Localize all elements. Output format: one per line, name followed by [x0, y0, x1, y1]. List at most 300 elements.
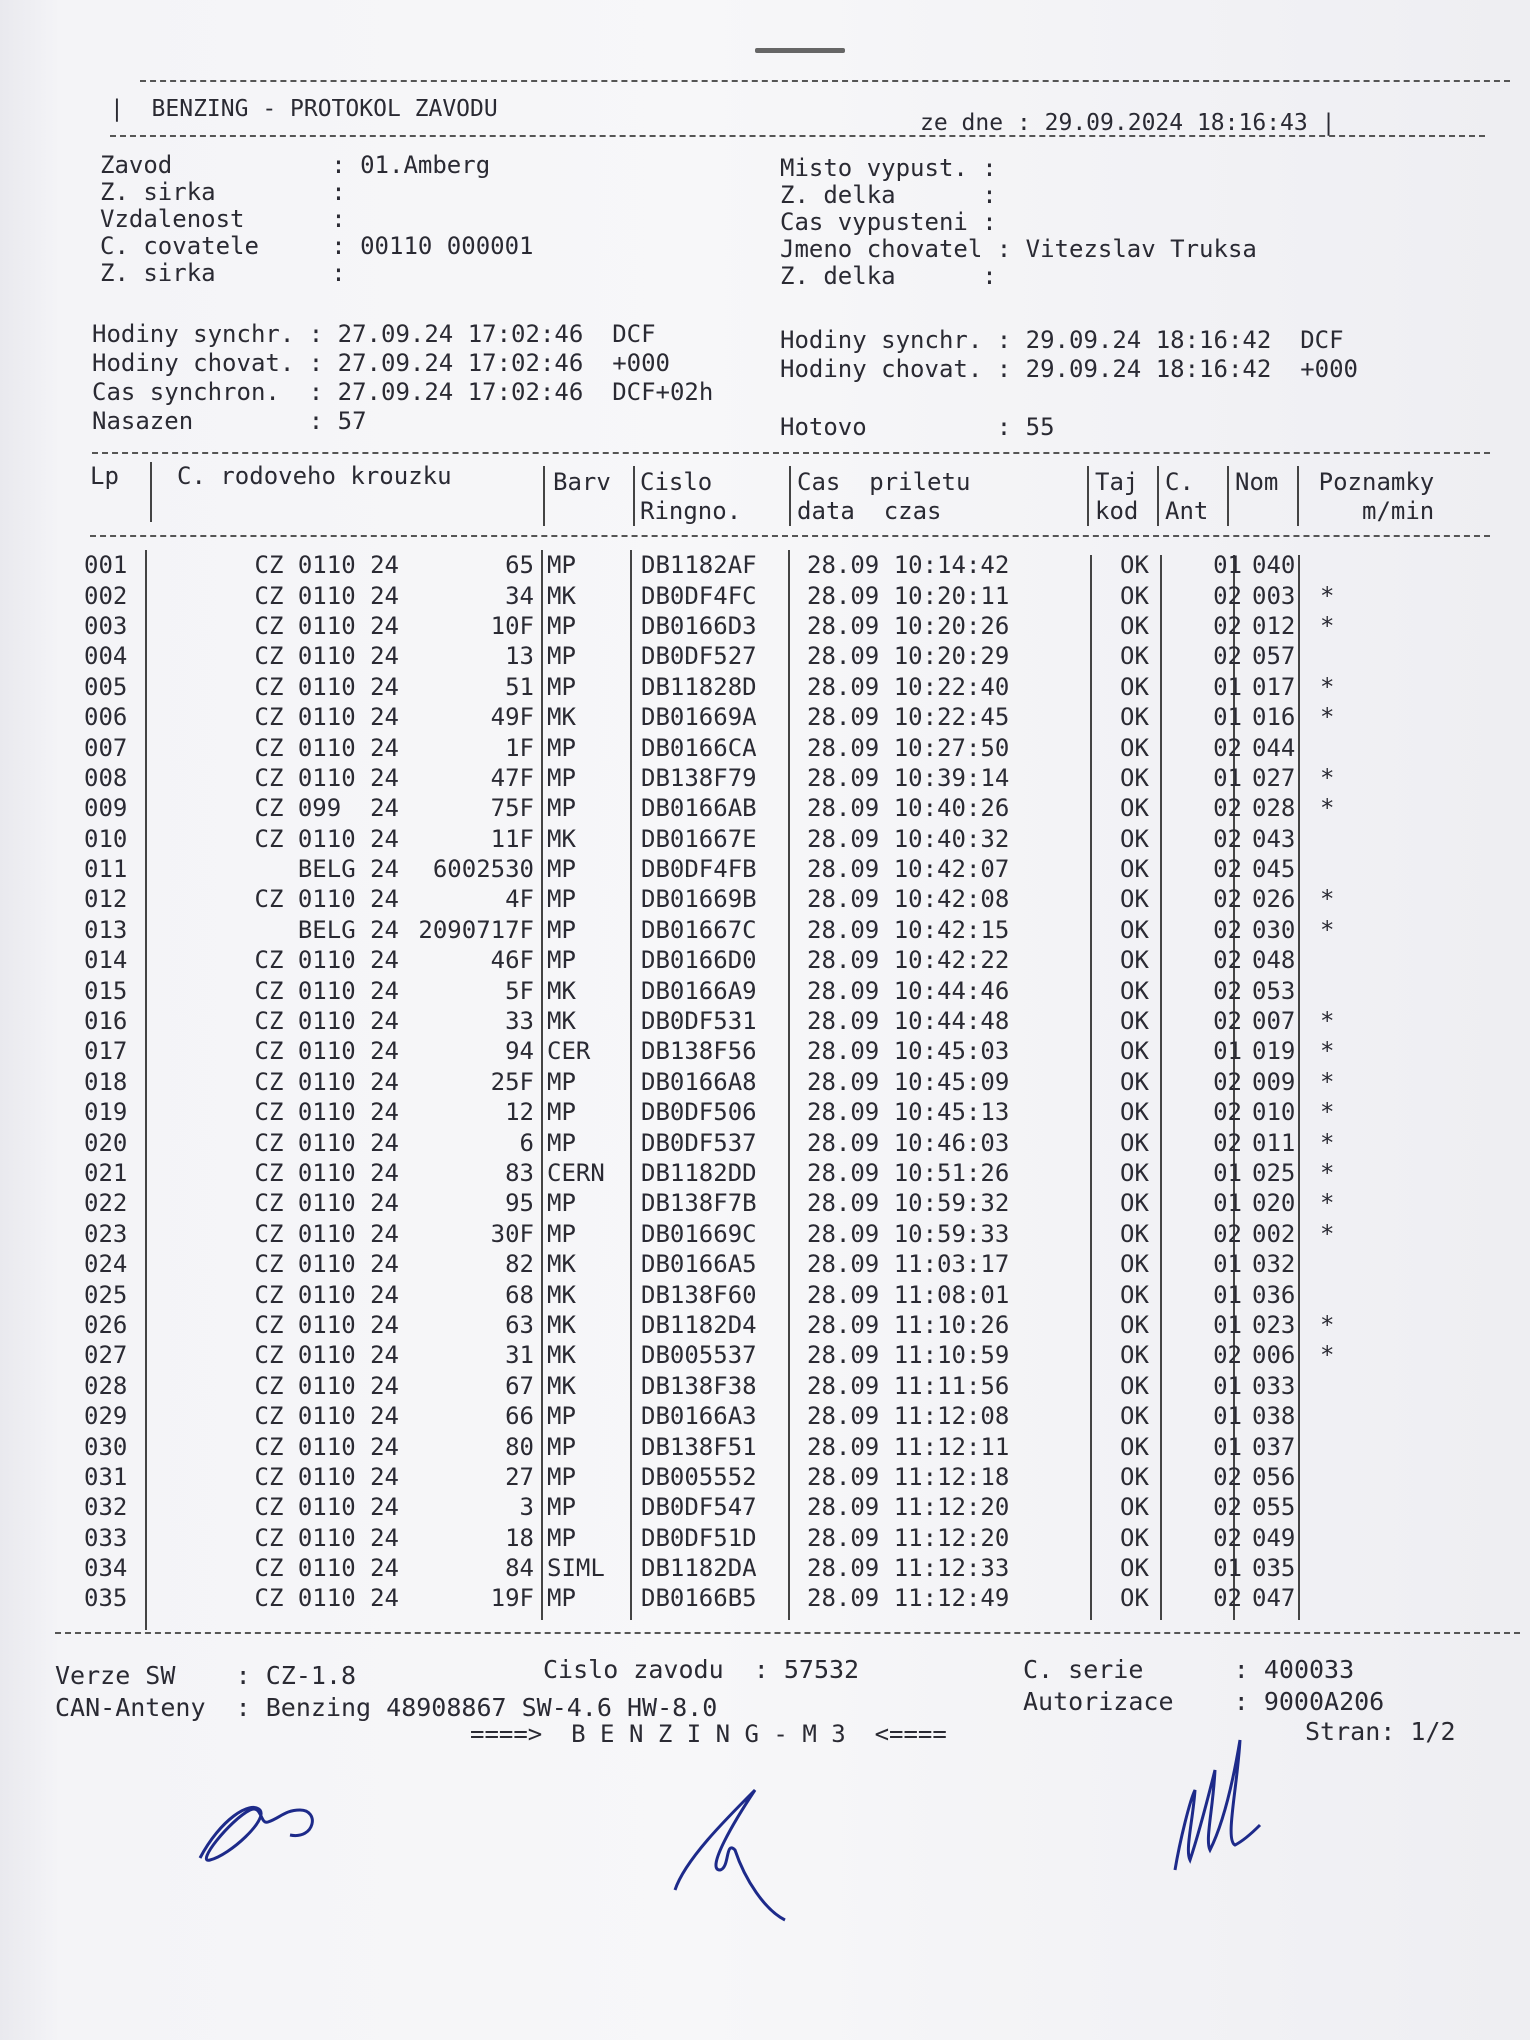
info-value: 55 — [1025, 413, 1055, 441]
arrival-cell: 28.09 10:59:33 — [807, 1219, 1010, 1248]
color-cell: MK — [547, 1341, 576, 1370]
arrival-cell: 28.09 10:20:29 — [807, 642, 1010, 671]
ring-cell — [194, 641, 539, 671]
col-ring: C. rodoveho krouzku — [177, 462, 452, 490]
note-cell — [1312, 1462, 1360, 1492]
ring-number: 25F — [490, 1067, 534, 1096]
ring-number: 95 — [505, 1189, 534, 1218]
separator: : — [215, 178, 361, 206]
ring-number: 66 — [505, 1402, 534, 1431]
protocol-sheet — [55, 0, 1505, 2040]
color-cell: MP — [547, 672, 576, 701]
arrival-cell: 28.09 10:45:03 — [807, 1037, 1010, 1066]
ring-cell — [194, 1219, 539, 1249]
info-label: Cas vypusteni — [780, 208, 968, 236]
separator: : — [193, 407, 338, 435]
antenna-cell: 02 — [1213, 915, 1242, 944]
arrival-cell: 28.09 11:08:01 — [807, 1280, 1010, 1309]
ringno-cell: DB0166B5 — [641, 1584, 757, 1613]
info-value: 00110 000001 — [360, 232, 534, 260]
page-count: Stran: 1/2 — [1305, 1717, 1456, 1746]
info-suffix: DCF — [612, 320, 656, 348]
antenna-cell: 01 — [1213, 763, 1242, 792]
info-row — [780, 155, 1257, 182]
color-cell: MP — [547, 611, 576, 640]
nom-cell: 049 — [1252, 1523, 1296, 1552]
antenna-cell: 01 — [1213, 1402, 1242, 1431]
antenna-cell: 02 — [1213, 1462, 1242, 1491]
arrival-cell: 28.09 10:27:50 — [807, 733, 1010, 762]
color-cell: CERN — [547, 1159, 605, 1187]
separator: : — [244, 205, 361, 233]
antenna-cell: 02 — [1213, 1098, 1242, 1127]
clock-right — [780, 326, 1358, 442]
ring-cell — [194, 763, 539, 793]
color-cell: MK — [547, 581, 576, 610]
note-cell: * — [1320, 611, 1335, 640]
code-cell: OK — [1120, 733, 1149, 762]
ringno-cell: DB1182D4 — [641, 1310, 757, 1339]
arrival-cell: 28.09 10:45:09 — [807, 1067, 1010, 1096]
table-row — [84, 1097, 1360, 1127]
ring-prefix: CZ 0110 24 — [254, 1523, 399, 1552]
ring-cell — [194, 1158, 539, 1188]
ringno-cell: DB01669B — [641, 885, 757, 914]
nom-cell: 019 — [1252, 1037, 1296, 1066]
antenna-cell: 02 — [1213, 1067, 1242, 1096]
ring-prefix: CZ 0110 24 — [254, 1189, 399, 1218]
note-cell — [1312, 945, 1360, 975]
nom-cell: 010 — [1252, 1098, 1296, 1127]
ring-prefix: CZ 099 24 — [254, 794, 399, 823]
table-row — [84, 1371, 1360, 1401]
note-cell — [1312, 975, 1360, 1005]
rule — [543, 466, 545, 526]
code-cell: OK — [1120, 1128, 1149, 1157]
ring-number: 6002530 — [432, 855, 534, 884]
divider — [92, 452, 1490, 454]
nom-cell: 002 — [1252, 1219, 1296, 1248]
ringno-cell: DB1182DA — [641, 1554, 757, 1583]
antenna-cell: 02 — [1213, 642, 1242, 671]
ring-cell — [194, 1371, 539, 1401]
color-cell: MP — [547, 1098, 576, 1127]
ringno-cell: DB0DF547 — [641, 1493, 757, 1522]
ring-prefix: CZ 0110 24 — [254, 1037, 399, 1066]
color-cell: MP — [547, 1189, 576, 1218]
lp-cell: 023 — [84, 1219, 128, 1248]
antenna-cell: 02 — [1213, 1219, 1242, 1248]
antenna-cell: 01 — [1213, 1250, 1242, 1279]
signature-2 — [665, 1780, 815, 1930]
arrival-cell: 28.09 10:42:15 — [807, 915, 1010, 944]
table-row — [84, 1553, 1360, 1583]
lp-cell: 035 — [84, 1584, 128, 1613]
code-cell: OK — [1120, 1402, 1149, 1431]
ring-cell — [194, 672, 539, 702]
info-row — [780, 209, 1257, 236]
table-row — [84, 1249, 1360, 1279]
ring-prefix: CZ 0110 24 — [254, 733, 399, 762]
signature-1 — [190, 1780, 350, 1880]
note-cell — [1312, 1492, 1360, 1522]
ringno-cell: DB0166A3 — [641, 1402, 757, 1431]
table-row — [84, 580, 1360, 610]
ring-prefix: CZ 0110 24 — [254, 551, 399, 580]
info-label: Hodiny synchr. — [92, 320, 295, 348]
info-label: Hodiny chovat. — [780, 355, 983, 383]
col-ant: C. Ant — [1165, 468, 1209, 525]
info-label: Hodiny chovat. — [92, 349, 295, 377]
code-cell: OK — [1120, 885, 1149, 914]
antenna-cell: 01 — [1213, 1554, 1242, 1583]
ringno-cell: DB0166D3 — [641, 611, 757, 640]
color-cell: MP — [547, 1219, 576, 1248]
antenna-cell: 01 — [1213, 551, 1242, 580]
arrival-cell: 28.09 10:51:26 — [807, 1159, 1010, 1187]
ring-number: 33 — [505, 1007, 534, 1036]
separator: : — [294, 320, 338, 348]
color-cell: MP — [547, 642, 576, 671]
code-cell: OK — [1120, 611, 1149, 640]
ringno-cell: DB138F51 — [641, 1432, 757, 1461]
note-cell: * — [1320, 1037, 1335, 1066]
arrival-cell: 28.09 11:12:20 — [807, 1493, 1010, 1522]
ring-prefix: CZ 0110 24 — [254, 824, 399, 853]
note-cell — [1312, 1279, 1360, 1309]
ring-prefix: CZ 0110 24 — [254, 1462, 399, 1491]
ring-cell — [194, 793, 539, 823]
info-label: Nasazen — [92, 407, 194, 435]
color-cell: MK — [547, 1250, 576, 1279]
antenna-cell: 02 — [1213, 946, 1242, 975]
nom-cell: 028 — [1252, 794, 1296, 823]
info-suffix: DCF+02h — [612, 378, 714, 406]
antenna-cell: 02 — [1213, 794, 1242, 823]
info-row — [92, 378, 713, 407]
ringno-cell: DB138F60 — [641, 1280, 757, 1309]
rule — [1297, 466, 1299, 526]
arrival-cell: 28.09 11:03:17 — [807, 1250, 1010, 1279]
divider — [90, 535, 1490, 537]
code-cell: OK — [1120, 915, 1149, 944]
title-text: BENZING - PROTOKOL ZAVODU — [151, 96, 498, 122]
nom-cell: 025 — [1252, 1159, 1296, 1187]
ring-number: 4F — [505, 885, 534, 914]
antenna-cell: 02 — [1213, 1341, 1242, 1370]
ring-number: 34 — [505, 581, 534, 610]
ringno-cell: DB0166AB — [641, 794, 757, 823]
ring-number: 82 — [505, 1250, 534, 1279]
table-row — [84, 1036, 1360, 1066]
info-row — [100, 206, 534, 233]
date-label: ze dne — [920, 110, 1004, 136]
arrival-cell: 28.09 11:10:26 — [807, 1310, 1010, 1339]
ring-cell — [194, 1340, 539, 1370]
antenna-cell: 02 — [1213, 855, 1242, 884]
separator: : — [967, 154, 1012, 182]
ring-cell — [194, 1583, 539, 1613]
table-row — [84, 702, 1360, 732]
info-label: Z. delka — [780, 181, 896, 209]
nom-cell: 038 — [1252, 1402, 1296, 1431]
lp-cell: 001 — [84, 551, 128, 580]
code-cell: OK — [1120, 1280, 1149, 1309]
lp-cell: 032 — [84, 1493, 128, 1522]
arrival-cell: 28.09 10:22:45 — [807, 703, 1010, 732]
rule — [633, 466, 635, 526]
ring-number: 75F — [490, 794, 534, 823]
note-cell: * — [1320, 1189, 1335, 1218]
ring-cell — [194, 1036, 539, 1066]
divider — [55, 1632, 1520, 1634]
lp-cell: 019 — [84, 1098, 128, 1127]
code-cell: OK — [1120, 824, 1149, 853]
ring-number: 47F — [490, 763, 534, 792]
color-cell: SIML — [547, 1554, 605, 1583]
table-row — [84, 854, 1360, 884]
ring-cell — [194, 580, 539, 610]
ringno-cell: DB0DF506 — [641, 1098, 757, 1127]
lp-cell: 002 — [84, 581, 128, 610]
arrival-cell: 28.09 10:42:22 — [807, 946, 1010, 975]
antenna-cell: 02 — [1213, 976, 1242, 1005]
antenna-cell: 01 — [1213, 1037, 1242, 1066]
ring-cell — [194, 824, 539, 854]
ring-prefix: CZ 0110 24 — [254, 1493, 399, 1522]
note-cell — [1312, 1371, 1360, 1401]
ringno-cell: DB005537 — [641, 1341, 757, 1370]
table-row — [84, 1583, 1360, 1613]
ring-number: 51 — [505, 672, 534, 701]
table-row — [84, 1340, 1360, 1370]
color-cell: MP — [547, 763, 576, 792]
nom-cell: 030 — [1252, 915, 1296, 944]
lp-cell: 009 — [84, 794, 128, 823]
ring-prefix: CZ 0110 24 — [254, 1584, 399, 1613]
ring-cell — [194, 1553, 539, 1583]
code-cell: OK — [1120, 1493, 1149, 1522]
ring-prefix: CZ 0110 24 — [254, 1067, 399, 1096]
color-cell: MK — [547, 1371, 576, 1400]
code-cell: OK — [1120, 672, 1149, 701]
ringno-cell: DB01667C — [641, 915, 757, 944]
ring-number: 31 — [505, 1341, 534, 1370]
table-row — [84, 672, 1360, 702]
info-row — [100, 179, 534, 206]
arrival-cell: 28.09 11:11:56 — [807, 1371, 1010, 1400]
lp-cell: 024 — [84, 1250, 128, 1279]
color-cell: MP — [547, 1523, 576, 1552]
nom-cell: 056 — [1252, 1462, 1296, 1491]
ring-prefix: BELG 24 — [297, 855, 399, 884]
ring-prefix: BELG 24 — [297, 915, 399, 944]
color-cell: MP — [547, 915, 576, 944]
color-cell: MK — [547, 824, 576, 853]
note-cell — [1312, 824, 1360, 854]
note-cell: * — [1320, 672, 1335, 701]
ringno-cell: DB0DF4FB — [641, 855, 757, 884]
ring-number: 11F — [490, 824, 534, 853]
separator: : — [895, 262, 1012, 290]
arrival-cell: 28.09 10:14:42 — [807, 551, 1010, 580]
info-label: Misto vypust. — [780, 154, 968, 182]
note-cell: * — [1320, 1067, 1335, 1096]
code-cell: OK — [1120, 794, 1149, 823]
arrival-cell: 28.09 11:12:08 — [807, 1402, 1010, 1431]
lp-cell: 030 — [84, 1432, 128, 1461]
table-row — [84, 793, 1360, 823]
divider — [110, 135, 1485, 137]
ring-prefix: CZ 0110 24 — [254, 1554, 399, 1583]
ring-prefix: CZ 0110 24 — [254, 1250, 399, 1279]
note-cell: * — [1320, 885, 1335, 914]
table-row — [84, 641, 1360, 671]
color-cell: MP — [547, 733, 576, 762]
info-suffix: DCF — [1300, 326, 1344, 354]
info-row — [100, 233, 534, 260]
antenna-cell: 02 — [1213, 733, 1242, 762]
arrival-cell: 28.09 11:12:33 — [807, 1554, 1010, 1583]
info-label: Zavod — [100, 151, 173, 179]
ring-number: 13 — [505, 642, 534, 671]
lp-cell: 011 — [84, 855, 128, 884]
ring-number: 30F — [490, 1219, 534, 1248]
ringno-cell: DB1182DD — [641, 1159, 757, 1187]
nom-cell: 003 — [1252, 581, 1296, 610]
table-row — [84, 763, 1360, 793]
nom-cell: 007 — [1252, 1007, 1296, 1036]
ringno-cell: DB01667E — [641, 824, 757, 853]
ring-cell — [194, 884, 539, 914]
ring-cell — [194, 975, 539, 1005]
antenna-cell: 02 — [1213, 611, 1242, 640]
arrival-cell: 28.09 10:20:26 — [807, 611, 1010, 640]
ringno-cell: DB01669A — [641, 703, 757, 732]
info-label: Jmeno chovatel — [780, 235, 983, 263]
table-row — [84, 1219, 1360, 1249]
color-cell: MP — [547, 551, 576, 580]
ring-cell — [194, 1067, 539, 1097]
info-row — [780, 355, 1358, 384]
note-cell: * — [1320, 1159, 1335, 1187]
ring-cell — [194, 1006, 539, 1036]
color-cell: MP — [547, 1067, 576, 1096]
arrival-cell: 28.09 11:12:49 — [807, 1584, 1010, 1613]
separator: : — [294, 349, 338, 377]
nom-cell: 033 — [1252, 1371, 1296, 1400]
nom-cell: 044 — [1252, 733, 1296, 762]
signature-3 — [1155, 1730, 1265, 1880]
ring-cell — [194, 1431, 539, 1461]
lp-cell: 015 — [84, 976, 128, 1005]
table-row — [84, 1279, 1360, 1309]
code-cell: OK — [1120, 1219, 1149, 1248]
nom-cell: 048 — [1252, 946, 1296, 975]
antenna-cell: 01 — [1213, 1371, 1242, 1400]
color-cell: MK — [547, 703, 576, 732]
antenna-cell: 02 — [1213, 1007, 1242, 1036]
note-cell: * — [1320, 1007, 1335, 1036]
ring-cell — [194, 1097, 539, 1127]
ringno-cell: DB0DF531 — [641, 1007, 757, 1036]
nom-cell: 020 — [1252, 1189, 1296, 1218]
ringno-cell: DB0DF527 — [641, 642, 757, 671]
color-cell: MK — [547, 1007, 576, 1036]
ringno-cell: DB0166A8 — [641, 1067, 757, 1096]
note-cell: * — [1320, 703, 1335, 732]
info-row — [780, 182, 1257, 209]
arrival-cell: 28.09 10:20:11 — [807, 581, 1010, 610]
info-value: 29.09.24 18:16:42 — [1025, 326, 1272, 354]
nom-cell: 053 — [1252, 976, 1296, 1005]
ring-cell — [194, 1523, 539, 1553]
antenna-cell: 02 — [1213, 1128, 1242, 1157]
info-value: 27.09.24 17:02:46 — [337, 320, 584, 348]
info-row — [780, 326, 1358, 355]
info-row — [100, 152, 534, 179]
lp-cell: 031 — [84, 1462, 128, 1491]
info-value: 27.09.24 17:02:46 — [337, 378, 584, 406]
color-cell: MP — [547, 1432, 576, 1461]
ring-number: 94 — [505, 1037, 534, 1066]
lp-cell: 014 — [84, 946, 128, 975]
ringno-cell: DB0DF4FC — [641, 581, 757, 610]
ring-number: 46F — [490, 946, 534, 975]
ring-number: 67 — [505, 1371, 534, 1400]
info-value: 29.09.24 18:16:42 — [1025, 355, 1272, 383]
arrival-cell: 28.09 10:22:40 — [807, 672, 1010, 701]
info-value: 01.Amberg — [360, 151, 491, 179]
note-cell — [1312, 1523, 1360, 1553]
ring-number: 10F — [490, 611, 534, 640]
table-row — [84, 1127, 1360, 1157]
info-label: C. covatele — [100, 232, 259, 260]
rule — [1087, 466, 1089, 526]
code-cell: OK — [1120, 1371, 1149, 1400]
arrival-cell: 28.09 10:40:32 — [807, 824, 1010, 853]
note-cell: * — [1320, 581, 1335, 610]
footer-race-number: Cislo zavodu : 57532 — [543, 1655, 860, 1684]
nom-cell: 032 — [1252, 1250, 1296, 1279]
ring-number: 19F — [490, 1584, 534, 1613]
ring-prefix: CZ 0110 24 — [254, 642, 399, 671]
code-cell: OK — [1120, 1098, 1149, 1127]
info-right — [780, 155, 1257, 290]
nom-cell: 043 — [1252, 824, 1296, 853]
note-cell: * — [1320, 1341, 1335, 1370]
nom-cell: 057 — [1252, 642, 1296, 671]
separator: : — [172, 151, 361, 179]
code-cell: OK — [1120, 1584, 1149, 1613]
arrival-cell: 28.09 11:12:18 — [807, 1462, 1010, 1491]
color-cell: MP — [547, 1493, 576, 1522]
date-value: 29.09.2024 18:16:43 — [1044, 110, 1308, 136]
antenna-cell: 01 — [1213, 1280, 1242, 1309]
code-cell: OK — [1120, 1007, 1149, 1036]
lp-cell: 020 — [84, 1128, 128, 1157]
ring-number: 5F — [505, 976, 534, 1005]
info-value: Vitezslav Truksa — [1025, 235, 1257, 263]
ring-number: 12 — [505, 1098, 534, 1127]
separator: : — [895, 181, 1012, 209]
note-cell — [1312, 641, 1360, 671]
ring-prefix: CZ 0110 24 — [254, 1280, 399, 1309]
antenna-cell: 02 — [1213, 1523, 1242, 1552]
lp-cell: 003 — [84, 611, 128, 640]
ringno-cell: DB0166A9 — [641, 976, 757, 1005]
rule — [1227, 466, 1229, 526]
